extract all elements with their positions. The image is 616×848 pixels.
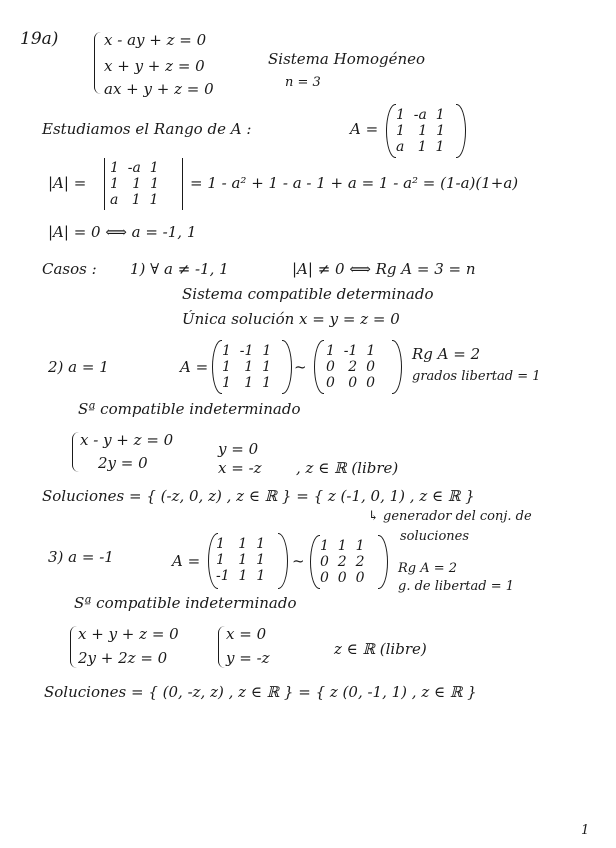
system-eq-3: ax + y + z = 0 [104,80,214,98]
case2-reduced-brace [72,432,79,472]
case2-solutions: Soluciones = { (-z, 0, z) , z ∈ ℝ } = { z (-1, 0, 1) , z ∈ ℝ } [42,487,475,505]
case2-R-row-1: 1 -1 1 [326,343,376,359]
det-row-3: a 1 1 [110,192,159,208]
case3-free: z ∈ ℝ (libre) [334,640,427,658]
case1-head: 1) ∀ a ≠ -1, 1 [130,260,229,278]
homogeneous-note: Sistema Homogéneo [268,50,426,68]
det-expansion: = 1 - a² + 1 - a - 1 + a = 1 - a² = (1-a)(1+a) [190,174,519,192]
case2-reduced-2: 2y = 0 [98,454,148,472]
case2-A-label: A = [180,358,209,376]
case3-reduced-1: x + y + z = 0 [78,625,179,643]
case2-A-left-paren [212,340,222,394]
case3-R-row-1: 1 1 1 [320,538,365,554]
A-row-1: 1 -a 1 [396,107,445,123]
case3-A-right-paren [278,533,288,589]
det-label: |A| = [48,174,87,192]
case3-R-right-paren [378,535,388,589]
case2-generator-note: ↳ generador del conj. de [368,509,532,524]
casos-label: Casos : [42,260,97,278]
case2-generator-note-2: soluciones [400,529,470,544]
case3-solved-2: y = -z [226,649,270,667]
case2-R-right-paren [392,340,402,394]
case3-R-row-3: 0 0 0 [320,570,365,586]
case2-type: Sª compatible indeterminado [78,400,301,418]
case2-A-row-2: 1 1 1 [222,359,271,375]
case2-A-row-1: 1 -1 1 [222,343,272,359]
case2-reduced-1: x - y + z = 0 [80,431,174,449]
case2-head: 2) a = 1 [48,358,109,376]
A-label: A = [350,120,379,138]
rank-intro: Estudiamos el Rango de A : [42,120,252,138]
case3-tilde: ~ [292,552,305,570]
case3-solutions: Soluciones = { (0, -z, z) , z ∈ ℝ } = { z (0, -1, 1) , z ∈ ℝ } [44,683,477,701]
system-eq-2: x + y + z = 0 [104,57,205,75]
case3-A-row-3: -1 1 1 [216,568,266,584]
case3-head: 3) a = -1 [48,548,114,566]
case2-tilde: ~ [294,358,307,376]
n-note: n = 3 [285,75,321,90]
det-zero: |A| = 0 ⟺ a = -1, 1 [48,223,197,241]
case3-A-row-1: 1 1 1 [216,536,265,552]
case3-R-left-paren [310,535,320,589]
case3-reduced-2: 2y + 2z = 0 [78,649,168,667]
det-row-2: 1 1 1 [110,176,159,192]
case3-freedom: g. de libertad = 1 [398,579,515,594]
case3-A-label: A = [172,552,201,570]
A-right-paren [456,104,466,158]
case1-sol: Única solución x = y = z = 0 [182,310,400,328]
case3-rank: Rg A = 2 [398,561,458,576]
det-right-bar [182,158,183,210]
det-row-1: 1 -a 1 [110,160,159,176]
A-row-3: a 1 1 [396,139,445,155]
case3-reduced-brace [70,626,77,668]
A-row-2: 1 1 1 [396,123,445,139]
case2-A-row-3: 1 1 1 [222,375,271,391]
case3-R-row-2: 0 2 2 [320,554,365,570]
case3-type: Sª compatible indeterminado [74,594,297,612]
problem-label: 19a) [20,29,59,49]
case3-solved-1: x = 0 [226,625,267,643]
case2-solved-1: y = 0 [218,440,259,458]
det-left-bar [104,158,105,210]
case2-R-row-3: 0 0 0 [326,375,375,391]
case2-solved-2: x = -z [218,459,262,477]
case3-A-row-2: 1 1 1 [216,552,265,568]
page-number: 1 [581,823,590,838]
system-eq-1: x - ay + z = 0 [104,31,207,49]
case2-R-row-2: 0 2 0 [326,359,375,375]
case1-type: Sistema compatible determinado [182,285,434,303]
case2-free: , z ∈ ℝ (libre) [296,459,399,477]
case2-freedom: grados libertad = 1 [412,369,541,384]
case2-R-left-paren [314,340,324,394]
case3-solved-brace [218,626,225,668]
case1-cond: |A| ≠ 0 ⟺ Rg A = 3 = n [292,260,476,278]
case2-A-right-paren [282,340,292,394]
system-brace [94,32,101,94]
case2-rank: Rg A = 2 [412,345,481,363]
A-left-paren [386,104,396,158]
